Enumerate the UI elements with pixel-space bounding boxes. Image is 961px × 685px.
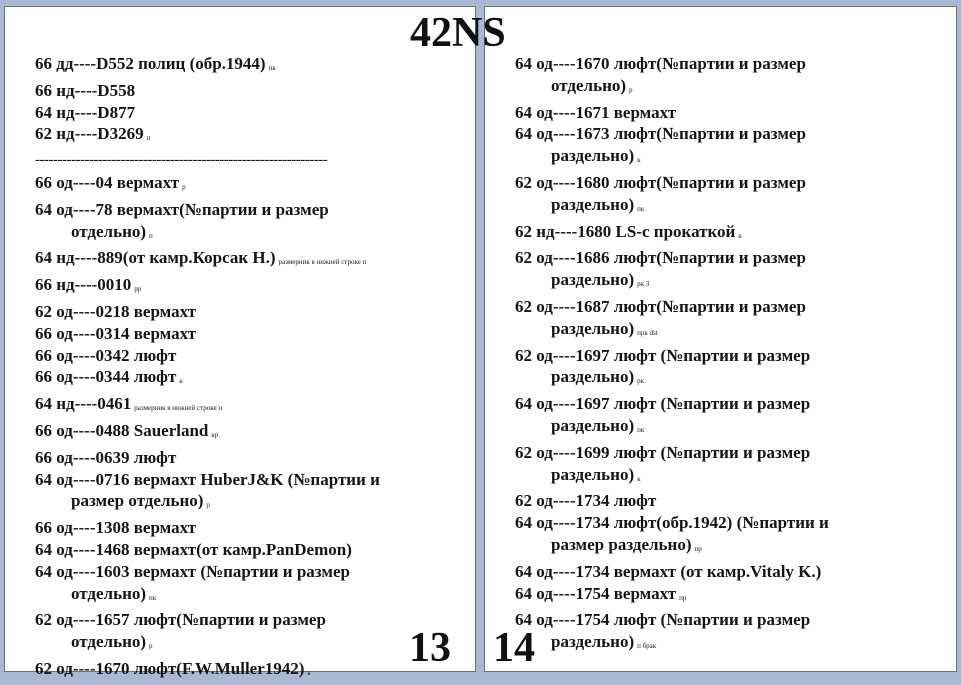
list-entry — [5, 609, 475, 658]
entry-note: размерник в нижней строке п — [278, 258, 367, 267]
entry-continuation — [515, 464, 956, 491]
entry-note: к — [637, 156, 641, 165]
entry-note: рр — [134, 285, 142, 294]
list-entry — [485, 296, 956, 345]
list-entry — [5, 447, 475, 469]
list-entry — [5, 172, 475, 199]
entry-text: 64 од----1468 вермахт(от камр.PanDemon) — [35, 539, 352, 559]
entry-continuation-text: отдельно) — [71, 632, 147, 652]
entry-text: 62 од----1699 люфт (№партии и размер — [515, 442, 811, 462]
entry-note: пк — [268, 64, 276, 72]
entry-continuation-text: раздельно) — [551, 318, 635, 338]
entry-text: 64 од----1734 вермахт (от камр.Vitaly K.) — [515, 561, 822, 581]
entry-continuation — [515, 75, 956, 102]
entry-note: п брак — [637, 642, 657, 651]
entry-text: 66 од----0488 Sauerland — [35, 420, 209, 440]
section-separator: ----------------------------------------------------------------- — [35, 152, 328, 169]
list-entry — [5, 199, 475, 248]
list-entry — [485, 123, 956, 172]
entry-text: 64 од----1670 люфт(№партии и размер — [515, 54, 806, 73]
entry-text: 66 од----0342 люфт — [35, 345, 177, 365]
entry-note: к — [307, 668, 311, 677]
entry-note: р — [629, 85, 633, 94]
list-entry — [485, 345, 956, 394]
entry-continuation-text: отдельно) — [71, 221, 147, 241]
entry-continuation-text: раздельно) — [551, 632, 635, 652]
list-entry — [5, 658, 475, 685]
entry-text: 62 од----1686 люфт(№партии и размер — [515, 248, 806, 268]
entry-note: р — [149, 642, 153, 651]
entry-continuation-text: отдельно) — [551, 75, 627, 95]
left-page-number: 13 — [409, 625, 451, 671]
entry-note: п — [149, 231, 153, 240]
list-entry — [5, 393, 475, 420]
entry-continuation-text: раздельно) — [551, 194, 635, 214]
entry-note: рк — [637, 377, 645, 386]
entry-text: 64 нд----0461 — [35, 394, 132, 414]
list-entry — [5, 247, 475, 274]
list-entry — [485, 609, 956, 658]
entry-text: 62 од----1657 люфт(№партии и размер — [35, 610, 326, 630]
list-entry — [485, 221, 956, 248]
entry-text: 62 од----1680 люфт(№партии и размер — [515, 172, 806, 192]
entry-text: 64 нд----D877 — [35, 102, 136, 122]
entry-continuation — [515, 318, 956, 345]
list-entry — [5, 323, 475, 345]
right-page — [484, 6, 957, 672]
entry-note: рк 3 — [637, 280, 650, 289]
entry-continuation-text: раздельно) — [551, 270, 635, 290]
left-entry-list — [5, 53, 475, 685]
entry-text: 62 нд----D3269 — [35, 124, 144, 144]
list-entry — [5, 345, 475, 367]
entry-continuation — [515, 145, 956, 172]
entry-note: прк dst — [637, 328, 658, 337]
list-entry — [485, 172, 956, 221]
left-page — [4, 6, 476, 678]
entry-note: размерник в нижней строке п — [134, 404, 223, 413]
entry-text: 64 од----78 вермахт(№партии и размер — [35, 199, 329, 219]
list-entry — [485, 102, 956, 124]
list-entry — [485, 53, 956, 102]
list-entry — [5, 366, 475, 393]
entry-text: 62 од----1687 люфт(№партии и размер — [515, 296, 806, 316]
entry-note: пр — [679, 593, 687, 602]
list-entry — [5, 123, 475, 150]
list-entry — [485, 561, 956, 583]
list-entry — [5, 561, 475, 610]
entry-note: к — [738, 231, 742, 240]
entry-continuation-text: раздельно) — [551, 464, 635, 484]
entry-continuation — [515, 415, 956, 442]
entry-note: п — [146, 134, 151, 143]
entry-text: 66 од----0314 вермахт — [35, 323, 197, 343]
entry-text: 66 од----04 вермахт — [35, 172, 180, 192]
entry-continuation — [515, 366, 956, 393]
entry-note: кр — [211, 430, 219, 439]
list-entry — [5, 469, 475, 518]
list-entry — [485, 490, 956, 512]
list-entry — [5, 102, 475, 124]
entry-text: 66 дд----D552 полиц (обр.1944) — [35, 54, 266, 73]
entry-text: 64 од----1754 люфт (№партии и размер — [515, 610, 811, 630]
entry-text: 64 од----1603 вермахт (№партии и размер — [35, 561, 350, 581]
entry-text: 66 нд----D558 — [35, 80, 136, 100]
right-entry-list — [485, 53, 956, 658]
list-entry — [5, 274, 475, 301]
entry-note: пк — [637, 425, 645, 434]
entry-text: 62 од----1734 люфт — [515, 491, 657, 511]
entry-note: к — [637, 474, 641, 483]
entry-text: 64 од----1734 люфт(обр.1942) (№партии и — [515, 513, 829, 533]
entry-continuation-text: размер отдельно) — [71, 491, 204, 511]
entry-continuation-text: раздельно) — [551, 367, 635, 387]
list-entry — [485, 393, 956, 442]
entry-note: пк — [637, 204, 645, 213]
entry-text: 62 од----1670 люфт(F.W.Muller1942) — [35, 658, 305, 678]
entry-continuation — [515, 631, 956, 658]
list-entry — [5, 301, 475, 323]
entry-text: 66 од----0344 люфт — [35, 367, 177, 387]
entry-text: 64 од----1754 вермахт — [515, 583, 677, 603]
entry-text: 64 нд----889(от камр.Корсак Н.) — [35, 248, 276, 268]
entry-note: к — [179, 377, 183, 386]
right-page-number: 14 — [493, 625, 535, 671]
entry-continuation-text: отдельно) — [71, 583, 147, 603]
entry-text: 66 нд----0010 — [35, 275, 132, 295]
entry-continuation — [515, 534, 956, 561]
entry-continuation-text: раздельно) — [551, 146, 635, 166]
entry-text: 64 од----1671 вермахт — [515, 102, 677, 122]
entry-continuation — [35, 221, 475, 248]
entry-text: 66 од----1308 вермахт — [35, 518, 197, 538]
entry-continuation — [35, 490, 475, 517]
entry-continuation — [35, 583, 475, 610]
entry-note: р — [182, 182, 186, 191]
entry-continuation-text: раздельно) — [551, 415, 635, 435]
entry-note: пр — [694, 544, 702, 553]
entry-text: 64 од----0716 вермахт HuberJ&K (№партии и — [35, 469, 380, 489]
entry-continuation-text: размер раздельно) — [551, 534, 692, 554]
list-entry — [5, 80, 475, 102]
entry-text: 62 од----0218 вермахт — [35, 301, 197, 321]
list-entry — [485, 247, 956, 296]
entry-text: 62 од----1697 люфт (№партии и размер — [515, 345, 811, 365]
entry-text: 66 од----0639 люфт — [35, 447, 177, 467]
entry-note: р — [206, 501, 210, 510]
entry-text: 64 од----1673 люфт(№партии и размер — [515, 124, 806, 144]
list-entry — [5, 517, 475, 539]
list-entry — [5, 539, 475, 561]
entry-note: пк — [149, 593, 157, 602]
list-entry — [485, 442, 956, 491]
entry-text: 62 нд----1680 LS-с прокаткой — [515, 221, 736, 241]
entry-continuation — [515, 194, 956, 221]
list-entry — [5, 53, 475, 80]
entry-text: 64 од----1697 люфт (№партии и размер — [515, 394, 811, 414]
list-entry — [485, 512, 956, 561]
entry-continuation — [515, 269, 956, 296]
list-entry — [5, 420, 475, 447]
list-entry — [485, 583, 956, 610]
document-title: 42NS — [410, 10, 506, 56]
